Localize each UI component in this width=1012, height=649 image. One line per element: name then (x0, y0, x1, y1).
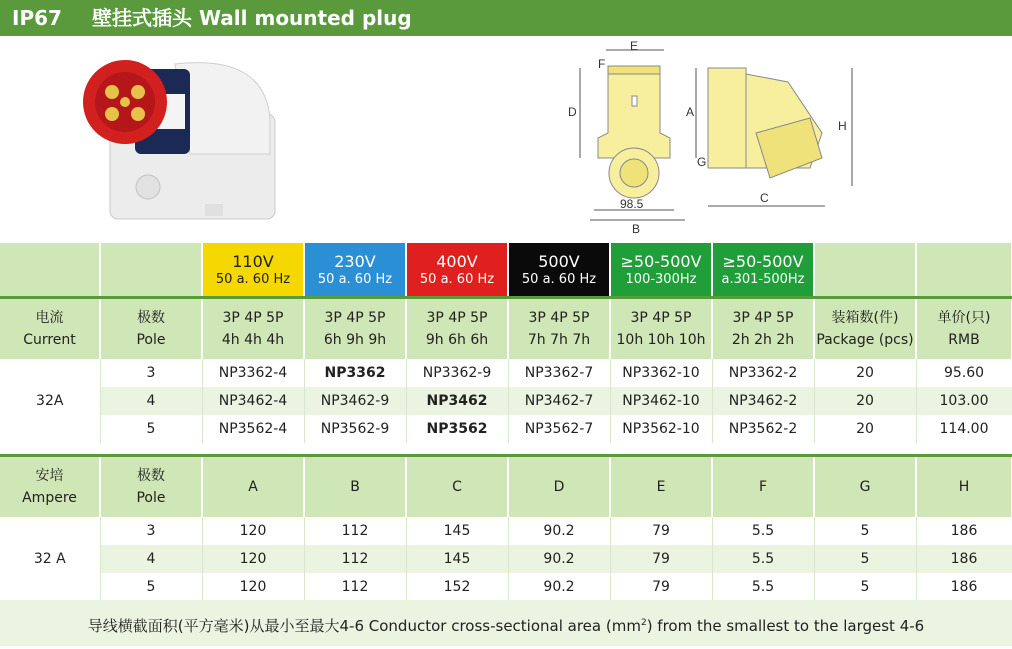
frequency-value: 50 a. 60 Hz (317, 272, 393, 287)
column-header-line: 3P 4P 5P (732, 310, 794, 326)
column-header-line: 3P 4P 5P (426, 310, 488, 326)
pole-cell: 3 (100, 517, 202, 545)
data-cell: NP3462-4 (202, 387, 304, 415)
dimension-drawing (560, 38, 860, 238)
frequency-value: 100-300Hz (625, 272, 697, 287)
data-cell: NP3362-7 (508, 359, 610, 387)
product-photo (80, 44, 300, 234)
dim-label-F: F (598, 57, 606, 71)
data-cell: 5.5 (712, 573, 814, 601)
voltage-cell (712, 243, 814, 297)
column-header-line: D (553, 479, 565, 495)
column-header (202, 299, 304, 359)
data-cell: NP3562-10 (610, 415, 712, 443)
column-header-line: A (248, 479, 258, 495)
rating-cell: 32A (0, 359, 100, 443)
data-cell: NP3562 (406, 415, 508, 443)
pole-cell: 3 (100, 359, 202, 387)
data-cell: NP3562-9 (304, 415, 406, 443)
column-header (304, 299, 406, 359)
column-header-line: 3P 4P 5P (324, 310, 386, 326)
voltage-value: 500V (538, 252, 580, 271)
data-cell: NP3562-7 (508, 415, 610, 443)
data-cell: 79 (610, 517, 712, 545)
data-cell: NP3362-2 (712, 359, 814, 387)
data-cell: NP3362-10 (610, 359, 712, 387)
column-header (814, 457, 916, 517)
data-cell: 5 (814, 545, 916, 573)
pole-cell: 5 (100, 415, 202, 443)
data-cell: NP3462 (406, 387, 508, 415)
dim-label-E: E (630, 39, 639, 53)
dim-label-B: B (632, 222, 641, 236)
pole-cell: 4 (100, 545, 202, 573)
data-cell: 20 (814, 359, 916, 387)
data-cell: NP3362-4 (202, 359, 304, 387)
column-header-line: 2h 2h 2h (731, 332, 795, 348)
dim-label-D: D (568, 105, 577, 119)
frequency-value: a.301-500Hz (721, 272, 805, 287)
column-header (202, 457, 304, 517)
dim-label-G: G (697, 155, 707, 169)
column-header-line: Package (pcs) (816, 332, 914, 348)
table-row (0, 545, 1012, 573)
data-cell: 120 (202, 517, 304, 545)
voltage-cell (610, 243, 712, 297)
voltage-value: 230V (334, 252, 376, 271)
data-cell: NP3462-2 (712, 387, 814, 415)
column-header-line: F (758, 479, 768, 495)
data-cell: 145 (406, 545, 508, 573)
column-header-line: E (656, 479, 666, 495)
table-row (0, 415, 1012, 443)
column-header (406, 299, 508, 359)
column-header-line: 装箱数(件) (831, 310, 899, 326)
data-cell: 103.00 (916, 387, 1012, 415)
data-cell: 90.2 (508, 573, 610, 601)
data-cell: 90.2 (508, 545, 610, 573)
column-header (0, 299, 100, 359)
dim-label-A: A (686, 105, 695, 119)
data-cell: 79 (610, 573, 712, 601)
column-header-line: 6h 9h 9h (323, 332, 387, 348)
column-header-line: Pole (136, 490, 166, 506)
data-cell: NP3362 (304, 359, 406, 387)
voltage-cell (508, 243, 610, 297)
dim-label-H: H (838, 119, 847, 133)
data-cell: 95.60 (916, 359, 1012, 387)
voltage-cell (304, 243, 406, 297)
voltage-blank-cell (814, 243, 916, 297)
data-cell: 5 (814, 517, 916, 545)
column-header-line: 3P 4P 5P (630, 310, 692, 326)
data-cell: 120 (202, 545, 304, 573)
dim-label-C: C (760, 191, 769, 205)
data-cell: 5.5 (712, 545, 814, 573)
column-header-line: 极数 (137, 310, 165, 326)
footer-text-after: ) from the smallest to the largest 4-6 (646, 617, 925, 635)
column-header-line: 4h 4h 4h (221, 332, 285, 348)
data-cell: 20 (814, 415, 916, 443)
dimension-table (0, 457, 1012, 601)
column-header-line: 极数 (137, 468, 165, 484)
voltage-value: ≥50-500V (722, 252, 804, 271)
voltage-header-table (0, 243, 1012, 297)
dim-width-value: 98.5 (620, 197, 644, 211)
column-header-line: G (859, 479, 871, 495)
column-header (814, 299, 916, 359)
data-cell: NP3462-10 (610, 387, 712, 415)
data-cell: 145 (406, 517, 508, 545)
data-cell: 120 (202, 573, 304, 601)
column-header (406, 457, 508, 517)
column-header-line: 9h 6h 6h (425, 332, 489, 348)
voltage-value: 400V (436, 252, 478, 271)
data-cell: 5.5 (712, 517, 814, 545)
pole-cell: 4 (100, 387, 202, 415)
data-cell: 186 (916, 517, 1012, 545)
column-header-line: 电流 (35, 310, 64, 326)
data-cell: 90.2 (508, 517, 610, 545)
column-header-line: C (452, 479, 462, 495)
column-header-line: 10h 10h 10h (616, 332, 706, 348)
column-header-line: Current (23, 332, 76, 348)
column-header (610, 299, 712, 359)
voltage-value: 110V (232, 252, 274, 271)
data-cell: 112 (304, 573, 406, 601)
voltage-blank-cell (100, 243, 202, 297)
table-row (0, 387, 1012, 415)
voltage-value: ≥50-500V (620, 252, 702, 271)
data-cell: 112 (304, 545, 406, 573)
column-header (0, 457, 100, 517)
frequency-value: 50 a. 60 Hz (215, 272, 291, 287)
table-row (0, 573, 1012, 601)
column-header-line: B (350, 479, 360, 495)
column-header-line: 单价(只) (937, 310, 991, 326)
data-cell: NP3362-9 (406, 359, 508, 387)
frequency-value: 50 a. 60 Hz (521, 272, 597, 287)
column-header (304, 457, 406, 517)
column-header-line: RMB (948, 332, 980, 348)
product-title: 壁挂式插头 Wall mounted plug (92, 6, 412, 30)
column-header-line: H (958, 479, 970, 495)
column-header-line: 7h 7h 7h (527, 332, 591, 348)
page-header (0, 0, 1012, 36)
ip-rating: IP67 (12, 6, 62, 30)
column-header (100, 457, 202, 517)
data-cell: NP3462-9 (304, 387, 406, 415)
data-cell: NP3562-2 (712, 415, 814, 443)
catalog-table (0, 299, 1012, 443)
voltage-cell (406, 243, 508, 297)
column-header (916, 457, 1012, 517)
data-cell: 114.00 (916, 415, 1012, 443)
column-header (712, 299, 814, 359)
rating-cell: 32 A (0, 517, 100, 601)
table-row (0, 517, 1012, 545)
data-cell: 112 (304, 517, 406, 545)
data-cell: NP3462-7 (508, 387, 610, 415)
data-cell: 152 (406, 573, 508, 601)
data-cell: NP3562-4 (202, 415, 304, 443)
column-header-line: 3P 4P 5P (528, 310, 590, 326)
column-header (100, 299, 202, 359)
column-header-line: Pole (136, 332, 166, 348)
column-header (610, 457, 712, 517)
table-row (0, 359, 1012, 387)
frequency-value: 50 a. 60 Hz (419, 272, 495, 287)
column-header (508, 457, 610, 517)
column-header-line: Ampere (22, 490, 77, 506)
data-cell: 5 (814, 573, 916, 601)
voltage-cell (202, 243, 304, 297)
data-cell: 186 (916, 545, 1012, 573)
data-cell: 79 (610, 545, 712, 573)
pole-cell: 5 (100, 573, 202, 601)
voltage-blank-cell (0, 243, 100, 297)
data-cell: 20 (814, 387, 916, 415)
footer-superscript: 2 (640, 618, 647, 628)
column-header-line: 安培 (35, 468, 64, 484)
column-header (916, 299, 1012, 359)
column-header (712, 457, 814, 517)
footer-text-before: 导线横截面积(平方毫米)从最小至最大4-6 Conductor cross-sectional area (mm (87, 617, 641, 635)
column-header (508, 299, 610, 359)
footer-note (0, 600, 1012, 646)
column-header-line: 3P 4P 5P (222, 310, 284, 326)
voltage-blank-cell (916, 243, 1012, 297)
data-cell: 186 (916, 573, 1012, 601)
